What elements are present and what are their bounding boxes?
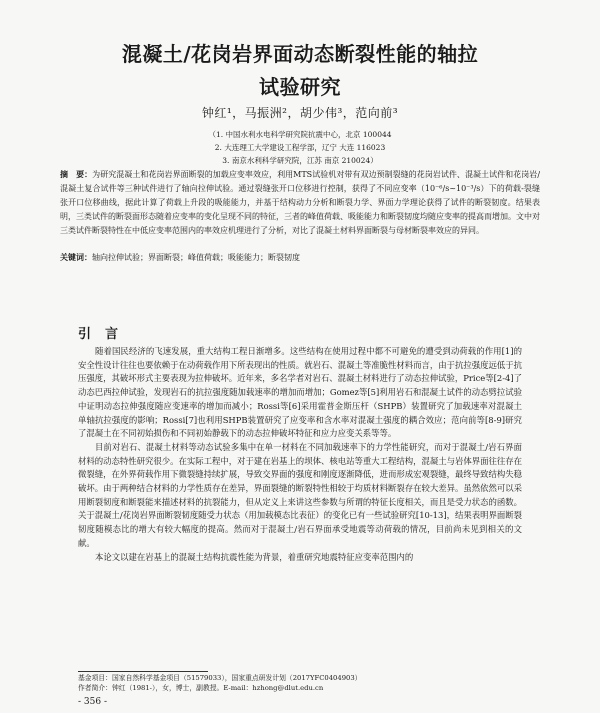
keywords-text: 轴向拉伸试验；界面断裂；峰值荷载；吸能能力；断裂韧度 (92, 253, 300, 262)
footnotes (78, 673, 522, 693)
affiliation-3: 3. 南京水利科学研究院，江苏 南京 210024） (222, 156, 378, 165)
title-line-1: 混凝土/花岗岩界面动态断裂性能的轴拉 (121, 42, 479, 66)
abstract-label: 摘 要： (60, 169, 93, 179)
affiliation-2: 2. 大连理工大学建设工程学部，辽宁 大连 116023 (214, 143, 386, 152)
page-number: - 356 - (78, 697, 107, 707)
paragraph-1: 随着国民经济的飞速发展，重大结构工程日渐增多。这些结构在使用过程中都不可避免的遭受到动荷载的作用[1]的安全性设计往往也要依赖于在动荷载作用下所表现出的性质。就岩石、混凝土等准脆性材料而言，由于抗拉强度远低于抗压强度，其破坏形式主要表现为拉伸破坏。近年来，多名学者对岩石、混凝土材料进行了动态拉伸试验，Price等[2-4]了动态巴西拉伸试验，发现岩石的抗拉强度随加载速率的增加而增加；Gomez等[5]利用岩石和混凝土试件的动态劈拉试验中证明动态拉伸强度随应变速率的增加而减小；Rossi等[6]采用霍普金斯压杆（SHPB）装置研究了加载速率对混凝土单轴抗拉强度的影响；Rossi[7]也利用SHPB装置研究了应变率和含水率对混凝土强度的耦合效应；范向前等[8-9]研究了混凝土在不同初始损伤和不同初始静载下的动态拉伸破坏特征和应力应变关系等等。 (78, 346, 522, 439)
affiliations (0, 128, 600, 167)
paragraph-3: 本论文以建在岩基上的混凝土结构抗震性能为背景，着重研究地震特征应变率范围内的 (95, 551, 414, 562)
abstract (60, 168, 540, 238)
paragraph-2: 目前对岩石、混凝土材料等动态试验多集中在单一材料在不同加载速率下的力学性能研究，而对于混凝土/岩石界面材料的动态特性研究很少。在实际工程中，对于建在岩基上的坝体、核电站等重大工程结构，混凝土与岩体界面往往存在微裂缝，在外界荷载作用下微裂缝持续扩展，导致交界面的强度和刚度逐渐降低，进而形成宏观裂缝，最终导致结构失稳破坏。由于两种结合材料的力学性质存在差异，界面裂缝的断裂特性相较于均质材料断裂存在较大差异。虽然依然可以采用断裂韧度和断裂能来描述材料的抗裂能力，但从定义上来讲这些参数与所谓的特征长度相关，而且是受力状态的函数。关于混凝土/花岗岩界面断裂韧度随受力状态（用加载模态比表征）的变化已有一些试验研究[10-13]，结果表明界面断裂韧度随模态比的增大有较大幅度的提高。然而对于混凝土/岩石界面承受地震等动荷载的情况，目前尚未见到相关的文献。 (78, 441, 522, 548)
title-line-2: 试验研究 (259, 75, 341, 99)
body-text (78, 345, 522, 564)
footnote-fund: 基金项目：国家自然科学基金项目（51579033），国家重点研发计划（2017YFC0404903） (78, 674, 362, 682)
authors: 钟红¹，马振洲²，胡少伟³，范向前³ (201, 106, 399, 120)
keywords (60, 251, 540, 264)
section-heading-introduction: 引言 (78, 327, 133, 342)
affiliation-1: （1. 中国水利水电科学研究院抗震中心，北京 100044 (208, 130, 392, 139)
footnote-divider (78, 671, 208, 672)
footnote-author: 作者简介：钟红（1981-），女，博士，副教授。E-mail：hzhong@dlut.edu.cn (78, 684, 324, 692)
keywords-label: 关键词： (60, 252, 92, 262)
abstract-text: 为研究混凝土和花岗岩界面断裂的加载应变率效应，利用MTS试验机对带有双边预制裂缝的花岗岩试件、混凝土试件和花岗岩/混凝土复合试件等三种试件进行了轴向拉伸试验。通过裂缝张开口位移进行控制，获得了不同应变率（10⁻⁶/s~10⁻³/s）下的荷载-裂缝张开口位移曲线，据此计算了荷载上升段的吸能能力，并基于结构动力分析和断裂力学、界面力学理论获得了试件的断裂韧度。结果表明，三类试件的断裂面形态随着应变率的变化呈现不同的特征，三者的峰值荷载、吸能能力和断裂韧度均随应变率的提高而增加。文中对三类试件断裂特性在中低应变率范围内的率效应机理进行了分析，对比了混凝土材料界面断裂与母材断裂率效应的异同。 (60, 170, 541, 235)
paper-title (40, 38, 560, 104)
